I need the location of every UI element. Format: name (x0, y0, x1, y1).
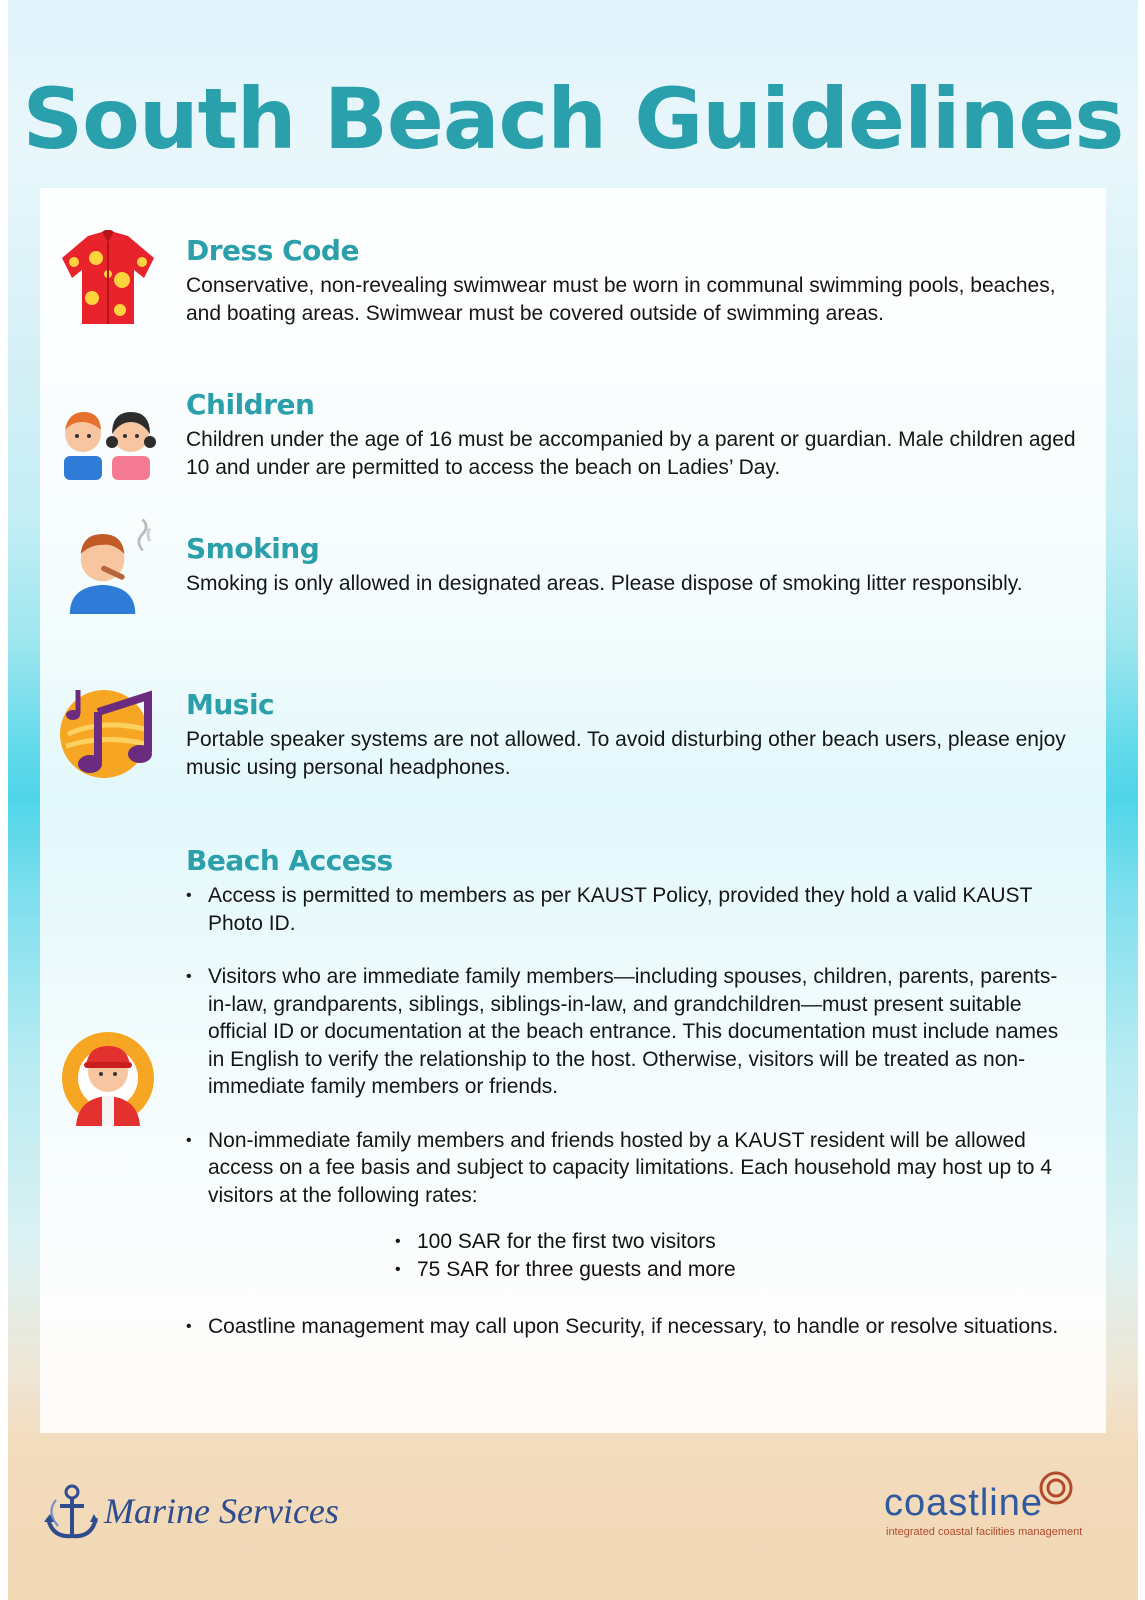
access-bullet-4: • Coastline management may call upon Security, if necessary, to handle or resolve situations. (186, 1313, 1076, 1341)
rates-list (395, 1228, 895, 1284)
lifeguard-icon (58, 1026, 158, 1126)
coastline-tagline: integrated coastal facilities management (886, 1526, 1083, 1538)
rate-item: • 100 SAR for the first two visitors (395, 1228, 895, 1256)
page-title: South Beach Guidelines (22, 70, 1124, 168)
anchor-icon (42, 1482, 98, 1542)
smoking-text: Smoking is only allowed in designated areas. Please dispose of smoking litter responsibly. (186, 572, 1023, 595)
access-bullet-3: • Non-immediate family members and friends hosted by a KAUST resident will be allowed access on a fee basis and subject to capacity limitations. Each household may host up to 4 visitors at the following rates: (186, 1127, 1076, 1210)
dress-code-text: Conservative, non-revealing swimwear must be worn in communal swimming pools, beaches, and boating areas. Swimwear must be covered outside of swimming areas. (186, 274, 1056, 325)
coastline-logo (878, 1470, 1108, 1550)
music-text: Portable speaker systems are not allowed. To avoid disturbing other beach users, please enjoy music using personal headphones. (186, 728, 1066, 779)
hawaiian-shirt-icon (58, 228, 158, 328)
music-note-icon (58, 682, 158, 782)
dress-code-heading: Dress Code (186, 234, 359, 267)
children-heading: Children (186, 388, 315, 421)
marine-services-text: Marine Services (104, 1491, 339, 1531)
music-heading: Music (186, 688, 275, 721)
beach-access-heading: Beach Access (186, 844, 393, 877)
marine-services-logo (42, 1478, 342, 1548)
rate-item: • 75 SAR for three guests and more (395, 1256, 895, 1284)
smoking-person-icon (58, 514, 158, 614)
smoking-heading: Smoking (186, 532, 320, 565)
children-text: Children under the age of 16 must be accompanied by a parent or guardian. Male children aged 10 and under are permitted to access the beach on Ladies’ Day. (186, 428, 1076, 479)
guidelines-panel (40, 188, 1106, 1433)
children-icon (58, 390, 158, 490)
access-bullet-1: • Access is permitted to members as per KAUST Policy, provided they hold a valid KAUST Photo ID. (186, 882, 1076, 937)
coastline-wordmark: coastline (884, 1482, 1043, 1524)
coastline-emblem-icon (1038, 1470, 1074, 1506)
access-bullet-2: • Visitors who are immediate family members—including spouses, children, parents, parents-in-law, grandparents, siblings, siblings-in-law, and grandchildren—must present suitable official ID or documentation at the beach entrance. This documentation must include names in English to verify the relationship to the host. Otherwise, visitors will be treated as non-immediate family members or friends. (186, 963, 1076, 1101)
poster (8, 0, 1138, 1600)
